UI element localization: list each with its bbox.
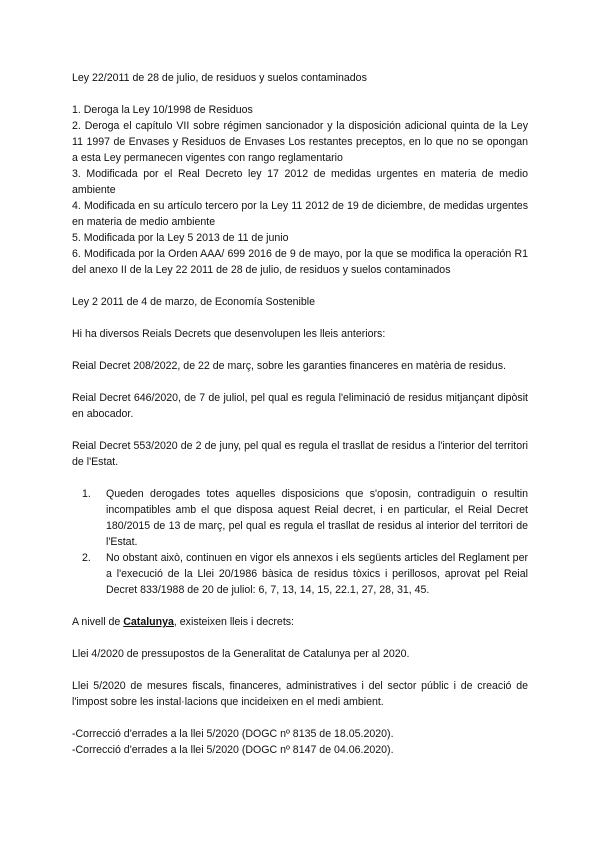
correccio-errades: -Correcció d'errades a la llei 5/2020 (DOGC nº 8135 de 18.05.2020). <box>72 728 394 740</box>
derogation-list <box>72 486 528 598</box>
correccio-errades: -Correcció d'errades a la llei 5/2020 (DOGC nº 8147 de 04.06.2020). <box>72 744 394 756</box>
llei-5-2020: Llei 5/2020 de mesures fiscals, financeres, administratives i del sector públic i de creació de l'impost sobre les instal·lacions que incideixen en el medi ambient. <box>72 680 528 708</box>
list-number: 1. <box>82 488 91 500</box>
catalunya-prefix: A nivell de <box>72 616 124 628</box>
list-text: Queden derogades totes aquelles disposicions que s'oposin, contradiguin o resultin incompatibles amb el que disposa aquest Reial decret, i en particular, el Reial Decret 180/2015 de 13 de març, pel qual es regula el trasllat de residus al interior del territori de l'Estat. <box>106 488 528 548</box>
catalunya-link[interactable]: Catalunya <box>123 616 174 628</box>
list-item: 2. Deroga el capítulo VII sobre régimen sancionador y la disposición adicional quinta de la Ley 11 1997 de Envases y Residuos de Envases Los restantes preceptos, en lo que no se opongan a esta Ley permanecen vigentes con rango reglamentario <box>72 120 528 164</box>
numbered-list <box>72 102 528 278</box>
list-item: 4. Modificada en su artículo tercero por la Ley 11 2012 de 19 de diciembre, de medidas urgentes en materia de medio ambiente <box>72 200 528 228</box>
law-economia-sostenible: Ley 2 2011 de 4 de marzo, de Economía Sostenible <box>72 296 316 308</box>
reial-decret-208: Reial Decret 208/2022, de 22 de març, sobre les garanties financeres en matèria de residus. <box>72 360 506 372</box>
law-title: Ley 22/2011 de 28 de julio, de residuos y suelos contaminados <box>72 72 367 84</box>
list-text: No obstant això, continuen en vigor els annexos i els següents articles del Reglament per a l'execució de la Llei 20/1986 bàsica de residus tòxics i perillosos, aprovat pel Reial Decret 833/1988 de 20 de juliol: 6, 7, 13, 14, 15, 22.1, 27, 28, 31, 45. <box>106 552 528 596</box>
reial-decret-646: Reial Decret 646/2020, de 7 de juliol, pel qual es regula l'eliminació de residus mitjançant dipòsit en abocador. <box>72 392 528 420</box>
catalunya-intro <box>72 614 528 630</box>
list-item <box>82 486 528 550</box>
list-item: 1. Deroga la Ley 10/1998 de Residuos <box>72 104 253 116</box>
list-item: 6. Modificada por la Orden AAA/ 699 2016 de 9 de mayo, por la que se modifica la operación R1 del anexo II de la Ley 22 2011 de 28 de julio, de residuos y suelos contaminados <box>72 248 528 276</box>
list-item: 5. Modificada por la Ley 5 2013 de 11 de junio <box>72 232 289 244</box>
reials-decrets-intro: Hi ha diversos Reials Decrets que desenvolupen les lleis anteriors: <box>72 328 386 340</box>
catalunya-suffix: , existeixen lleis i decrets: <box>173 616 295 628</box>
list-item <box>82 550 528 598</box>
llei-4-2020: Llei 4/2020 de pressupostos de la Generalitat de Catalunya per al 2020. <box>72 648 410 660</box>
reial-decret-553: Reial Decret 553/2020 de 2 de juny, pel qual es regula el trasllat de residus a l'interior del territori de l'Estat. <box>72 440 528 468</box>
list-item: 3. Modificada por el Real Decreto ley 17 2012 de medidas urgentes en materia de medio ambiente <box>72 168 528 196</box>
list-number: 2. <box>82 552 91 564</box>
